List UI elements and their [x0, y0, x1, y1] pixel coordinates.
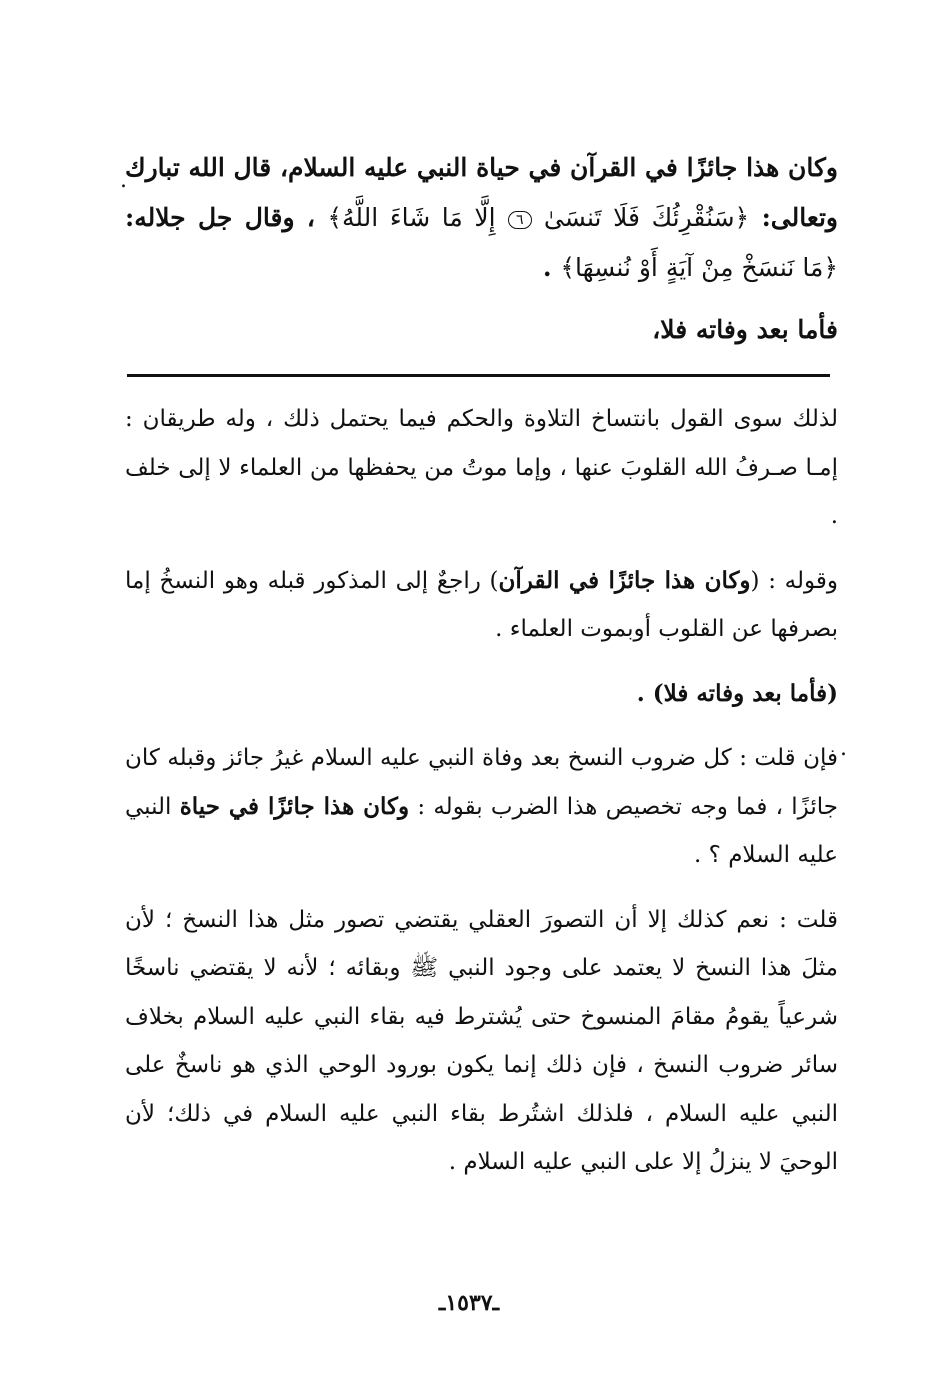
quran-verse-2: ﴿مَا نَنسَخْ مِنْ آيَةٍ أَوْ نُنسِهَا﴾: [560, 253, 838, 282]
commentary-paragraph-1: لذلك سوى القول بانتساخ التلاوة والحكم فيما يحتمل ذلك ، وله طريقان : إمـا صـرفُ الله القلوبَ عنها ، وإما موتُ من يحفظها من العلماء لا إلى خلف .: [125, 406, 838, 529]
quran-verse-1a: ﴿سَنُقْرِئُكَ فَلَا تَنسَىٰ: [543, 203, 750, 232]
salawat-glyph: ﷺ: [410, 955, 439, 981]
quoted-matn: وكان هذا جائزًا في حياة: [179, 792, 410, 820]
commentary-paragraph-5: [125, 896, 838, 1187]
main-connector: ، وقال جل جلاله:: [125, 203, 315, 232]
commentary-paragraph-2: [125, 557, 838, 654]
quoted-matn: وكان هذا جائزًا في القرآن: [498, 566, 751, 594]
commentary-text-run: ) .: [636, 679, 664, 707]
quoted-matn: فأما بعد وفاته فلا: [663, 679, 828, 707]
commentary-paragraph-3: [125, 670, 838, 719]
commentary-text-run: النبي عليه السلام ؟ .: [125, 793, 838, 868]
margin-dot: .: [840, 736, 847, 761]
main-end: .: [542, 253, 552, 282]
commentary-text-run: وقوله : (: [750, 567, 838, 594]
margin-dot: .: [120, 168, 127, 193]
main-paragraph-2: فأما بعد وفاته فلا،: [652, 315, 838, 344]
main-paragraph-1: [125, 143, 838, 293]
commentary-text-run: وبقائه ؛ لأنه لا يقتضي ناسخًا شرعياً يقومُ مقامَ المنسوخ حتى يُشترط فيه بقاء النبي عليه السلام بخلاف سائر ضروب النسخ ، فإن ذلك إنما يكون بورود الوحي الذي هو ناسخٌ على النبي عليه السلام ، فلذلك اشتُرط بقاء النبي عليه السلام في ذلك؛ لأن الوحيَ لا ينزلُ إلا على النبي عليه السلام .: [125, 955, 838, 1175]
ayah-number-marker: ٦: [508, 211, 532, 229]
main-intro: وكان هذا جائزًا في القرآن في حياة النبي عليه السلام، قال الله تبارك وتعالى:: [125, 153, 838, 232]
page-number: ـ١٥٣٧ـ: [438, 1290, 500, 1316]
commentary-text-run: قلت : نعم كذلك إلا أن التصورَ العقلي يقتضي تصور مثل هذا النسخ ؛ لأن مثلَ هذا النسخ لا يعتمد على وجود النبي: [125, 906, 838, 981]
separator-rule: [127, 374, 830, 377]
commentary-text-run: ) راجعٌ إلى المذكور قبله وهو النسخُ إما بصرفها عن القلوب أوبموت العلماء .: [125, 567, 838, 642]
main-text: [125, 143, 838, 355]
commentary-paragraph-4: [125, 734, 838, 880]
commentary-text-run: (: [827, 679, 838, 707]
quran-verse-1b: إِلَّا مَا شَاءَ اللَّهُ﴾: [327, 203, 496, 232]
commentary-text: [125, 395, 838, 1203]
commentary-text-run: فإن قلت : كل ضروب النسخ بعد وفاة النبي عليه السلام غيرُ جائز وقبله كان جائزًا ، فما وجه تخصيص هذا الضرب بقوله :: [125, 745, 839, 820]
